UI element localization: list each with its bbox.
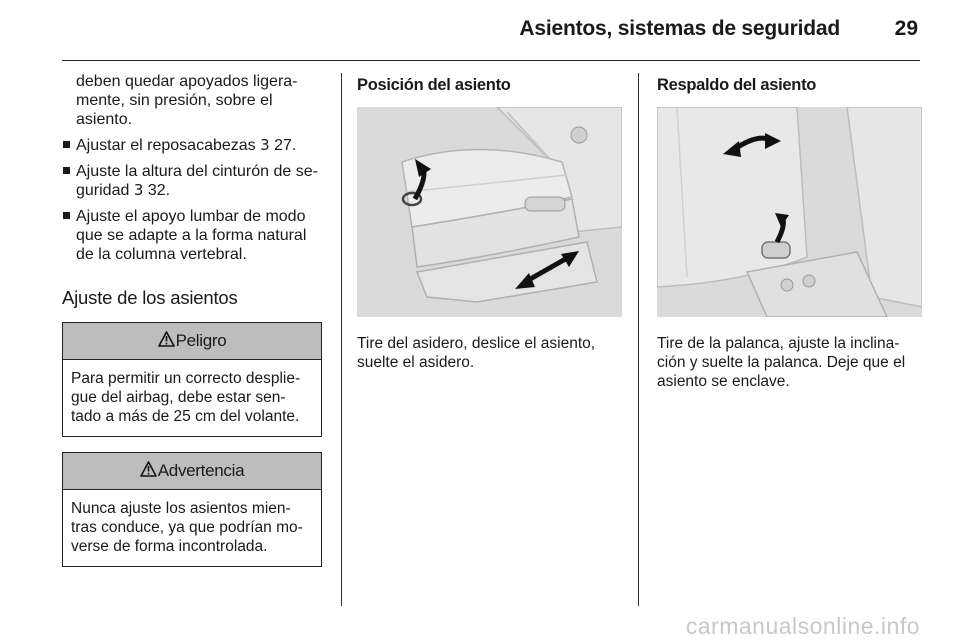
danger-label: Peligro bbox=[175, 331, 227, 350]
column-left bbox=[62, 72, 327, 567]
seat-position-caption: Tire del asidero, deslice el asiento, suelte el asidero. bbox=[357, 335, 596, 371]
bullet-text: Ajustar el reposacabezas bbox=[76, 137, 256, 154]
bullet-square-icon bbox=[63, 141, 70, 148]
seat-position-title: Posición del asiento bbox=[357, 76, 511, 94]
page-reference-icon: 3 bbox=[133, 181, 144, 199]
warning-triangle-icon bbox=[140, 461, 157, 482]
bullet-text: Ajuste el apoyo lumbar de modo que se adapte a la forma natural de la columna vertebral. bbox=[76, 208, 307, 263]
bullet-square-icon bbox=[63, 212, 70, 219]
section-title: Ajuste de los asientos bbox=[62, 287, 238, 308]
list-item bbox=[62, 207, 327, 264]
warning-box-header bbox=[63, 453, 321, 490]
warning-triangle-icon bbox=[158, 331, 175, 352]
list-item bbox=[62, 162, 327, 200]
backrest-caption: Tire de la palanca, ajuste la inclina-ción y suelte la palanca. Deje que el asiento se enclave. bbox=[657, 335, 906, 390]
page-reference-icon: 3 bbox=[260, 136, 270, 154]
warning-box bbox=[62, 452, 322, 567]
page-reference-number: 32. bbox=[147, 182, 171, 199]
page-number: 29 bbox=[894, 17, 918, 40]
column-divider-2 bbox=[638, 73, 639, 606]
column-middle bbox=[357, 76, 622, 372]
danger-text: Para permitir un correcto desplie-gue del airbag, debe estar sen-tado a más de 25 cm del volante. bbox=[71, 370, 301, 425]
danger-box-header bbox=[63, 323, 321, 360]
backrest-title: Respaldo del asiento bbox=[657, 76, 817, 94]
header-divider bbox=[62, 60, 920, 61]
backrest-illustration bbox=[657, 107, 922, 317]
bullet-square-icon bbox=[63, 167, 70, 174]
column-divider-1 bbox=[341, 73, 342, 606]
column-right bbox=[657, 76, 922, 391]
warning-text: Nunca ajuste los asientos mien-tras conduce, ya que podrían mo-verse de forma incontrolada. bbox=[71, 500, 303, 555]
page-reference-number: 27. bbox=[274, 137, 297, 154]
continuation-text: deben quedar apoyados ligera-mente, sin presión, sobre el asiento. bbox=[76, 73, 298, 128]
seat-position-illustration bbox=[357, 107, 622, 317]
danger-box bbox=[62, 322, 322, 437]
list-item bbox=[62, 136, 327, 155]
warning-label: Advertencia bbox=[157, 461, 245, 480]
page-header-title: Asientos, sistemas de seguridad bbox=[519, 17, 840, 40]
watermark-text: carmanualsonline.info bbox=[685, 613, 920, 639]
bullet-text: Ajuste la altura del cinturón de se-guridad bbox=[76, 163, 318, 199]
